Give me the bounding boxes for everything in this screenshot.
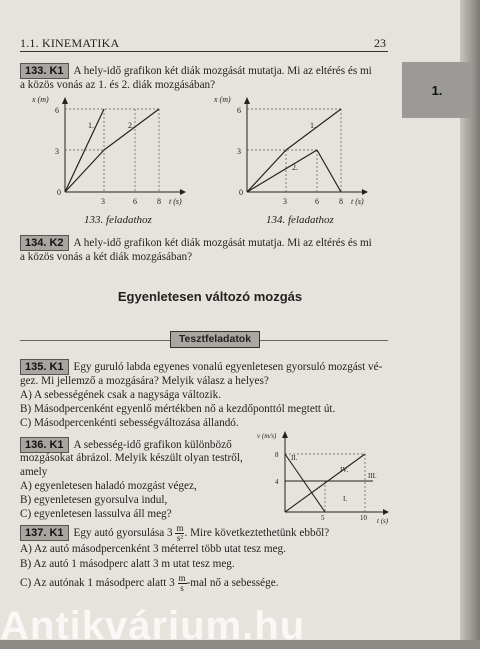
y-axis-label: x (m) <box>214 95 231 104</box>
problem-134 <box>20 235 372 251</box>
problem-text-line: gez. Mi jellemző a mozgására? Melyik válasz a helyes? <box>20 375 269 387</box>
line-label: 2. <box>292 163 298 172</box>
problem-133 <box>20 63 372 79</box>
problem-number: 137. K1 <box>20 525 69 541</box>
y-tick-label: 6 <box>237 106 241 115</box>
x-tick-label: 5 <box>321 514 325 522</box>
x-tick-label: 3 <box>101 197 105 206</box>
x-tick-label: 8 <box>157 197 161 206</box>
answer-option: A) egyenletesen haladó mozgást végez, <box>20 480 197 492</box>
graph-134 <box>212 92 372 216</box>
x-tick-label: 8 <box>339 197 343 206</box>
problem-number: 134. K2 <box>20 235 69 251</box>
answer-option: B) Az autó 1 másodperc alatt 3 m utat tesz meg. <box>20 558 235 570</box>
problem-137 <box>20 524 329 543</box>
answer-option: A) Az autó másodpercenként 3 méterrel több utat tesz meg. <box>20 543 286 555</box>
line-2-segment <box>317 150 341 192</box>
problem-number: 135. K1 <box>20 359 69 375</box>
line-label: 1. <box>310 121 316 130</box>
problem-text-line: A sebesség-idő grafikon különböző <box>73 439 232 451</box>
line-1-segment <box>247 150 286 192</box>
problem-text: Egy autó gyorsulása 3 <box>73 527 173 540</box>
x-tick-label: 10 <box>360 514 367 522</box>
x-tick-label: 3 <box>283 197 287 206</box>
y-axis-label: x (m) <box>32 95 49 104</box>
watermark: Antikvárium.hu <box>0 604 306 648</box>
line-1 <box>65 109 104 192</box>
line-label: 1. <box>88 121 94 130</box>
section-title: Egyenletesen változó mozgás <box>117 289 303 304</box>
problem-number: 136. K1 <box>20 437 69 453</box>
unit-fraction: $\frac{m}{\text{s²}}$ <box>176 523 184 543</box>
line-label: I. <box>343 495 348 503</box>
line-2-segment <box>65 150 104 192</box>
graph-133 <box>30 92 190 216</box>
line-label: II. <box>291 454 298 462</box>
answer-option: A) A sebességének csak a nagysága változik. <box>20 389 221 401</box>
unit-fraction: $\frac{m}{s}$ <box>178 573 186 593</box>
answer-option: B) egyenletesen gyorsulva indul, <box>20 494 168 506</box>
problem-text-line: mozgásokat ábrázol. Melyik készült olyan testről, <box>20 452 243 464</box>
problem-text-line: a közös vonás az 1. és 2. diák mozgásában? <box>20 79 216 91</box>
graph-136 <box>255 428 395 526</box>
y-tick-label: 6 <box>55 106 59 115</box>
header-rule <box>20 51 388 52</box>
y-tick-label: 0 <box>57 188 61 197</box>
answer-option: C) Másodpercenkénti sebességváltozása állandó. <box>20 417 239 429</box>
line-IV <box>285 454 365 512</box>
problem-text: . Mire következtethetünk ebből? <box>184 527 330 540</box>
line-II <box>285 454 325 512</box>
figure-caption: 134. feladathoz <box>266 214 334 226</box>
line-label: III. <box>368 472 377 480</box>
problem-text-line: Egy guruló labda egyenes vonalú egyenletesen gyorsuló mozgást vé- <box>73 361 383 373</box>
subsection-label: Tesztfeladatok <box>170 331 260 348</box>
y-tick-label: 3 <box>237 147 241 156</box>
y-tick-label: 4 <box>275 478 279 486</box>
page-number: 23 <box>374 36 386 50</box>
y-tick-label: 3 <box>55 147 59 156</box>
answer-option: C) egyenletesen lassulva áll meg? <box>20 508 172 520</box>
chapter-tab: 1. <box>402 62 472 118</box>
problem-text-line: A hely-idő grafikon két diák mozgását mutatja. Mi az eltérés és mi <box>73 237 372 249</box>
x-axis-label: t (s) <box>169 197 182 206</box>
line-label: 2. <box>128 121 134 130</box>
problem-text-line: a közös vonás a két diák mozgásában? <box>20 251 193 263</box>
problem-135 <box>20 359 382 375</box>
x-axis-label: t (s) <box>377 517 389 525</box>
y-axis-label: v (m/s) <box>257 432 277 440</box>
running-header-chapter: 1.1. KINEMATIKA <box>20 36 120 50</box>
figure-caption: 133. feladathoz <box>84 214 152 226</box>
x-tick-label: 6 <box>315 197 319 206</box>
y-tick-label: 8 <box>275 451 279 459</box>
line-label: IV. <box>340 466 349 474</box>
problem-text-line: amely <box>20 466 48 478</box>
answer-option: B) Másodpercenként egyenlő mértékben nő a kezdőponttól megtett út. <box>20 403 336 415</box>
problem-number: 133. K1 <box>20 63 69 79</box>
line-2-segment <box>247 150 317 192</box>
x-tick-label: 6 <box>133 197 137 206</box>
answer-option: C) Az autónak 1 másodperc alatt 3 $\frac{m}{s}$ -mal nő a sebessége. <box>20 573 279 593</box>
y-tick-label: 0 <box>239 188 243 197</box>
problem-text-line: A hely-idő grafikon két diák mozgását mutatja. Mi az eltérés és mi <box>73 65 372 77</box>
x-axis-label: t (s) <box>351 197 364 206</box>
